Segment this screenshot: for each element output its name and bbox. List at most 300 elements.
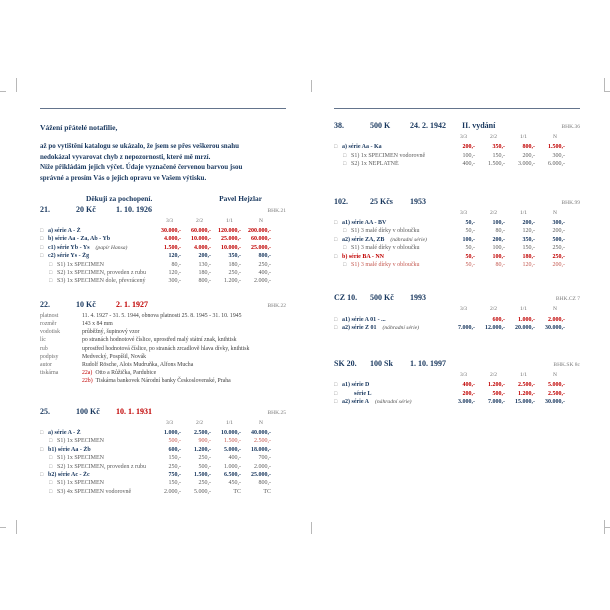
price-cell: 100,-	[462, 152, 475, 159]
intro-signature: Pavel Hejzlar	[219, 194, 262, 204]
price-cell: 100,-	[492, 253, 505, 260]
price-cell: 800,-	[258, 480, 271, 487]
row-label: S2) 1x SPECIMEN, proveden z rubu	[57, 269, 146, 276]
price-cell: 250,-	[552, 253, 565, 260]
table-row	[334, 261, 565, 269]
row-label-wrap	[351, 160, 445, 168]
price-cell: 50,-	[465, 220, 475, 227]
price-cell: 250,-	[552, 245, 565, 252]
detail-value-wrap	[82, 328, 286, 336]
price-cell: 800,-	[522, 144, 535, 151]
row-label-wrap	[351, 244, 445, 252]
row-label: S3) 4x SPECIMEN vodorovně	[57, 488, 132, 495]
price-cell: 400,-	[462, 382, 475, 389]
table-row	[40, 437, 271, 445]
price-cell: 180,-	[198, 269, 211, 276]
section-header	[334, 121, 580, 130]
price-cell: 200,-	[552, 228, 565, 235]
detail-value-wrap	[82, 369, 286, 377]
description-block	[40, 312, 286, 386]
price-table	[334, 133, 565, 169]
row-label: a) série A - Ž	[48, 227, 81, 234]
checkbox-icon: □	[343, 161, 347, 168]
price-cell: 5.000,-	[548, 382, 565, 389]
row-label: a1) série A 01 - ...	[342, 316, 386, 323]
table-row	[334, 219, 565, 227]
detail-variant-number: 22a)	[82, 370, 93, 377]
grade-column-header: N	[259, 419, 263, 426]
table-row	[40, 429, 271, 437]
row-label: S3) 1x SPECIMEN dole, převrácený	[57, 278, 146, 285]
price-cell: 200,-	[462, 144, 475, 151]
price-table	[334, 305, 565, 332]
price-cell: 25.000,-	[251, 244, 271, 251]
detail-value: 11. 4. 1927 - 31. 5. 1944, obnova platnosti 25. 8. 1945 - 31. 10. 1945	[82, 312, 242, 319]
row-label: S1) 1x SPECIMEN vodorovně	[351, 152, 426, 159]
price-cell: 120,-	[168, 269, 181, 276]
price-cell: 25.000,-	[221, 236, 241, 243]
price-cell: 450,-	[228, 480, 241, 487]
section-denomination: 500 Kč	[370, 293, 394, 303]
catalog-section	[40, 300, 286, 386]
price-cell: 10.000,-	[191, 236, 211, 243]
price-cell: 500,-	[552, 236, 565, 243]
row-label: a1) série D	[342, 382, 370, 389]
detail-value: Tiskárna bankovek Národní banky Československé, Praha	[95, 378, 231, 385]
intro-line: Níže přikládám jejich výčet. Údaje vyznačené červenou barvou jsou	[40, 163, 243, 172]
section-header	[334, 293, 580, 302]
price-cell: 50,-	[465, 245, 475, 252]
price-cell: 50,-	[465, 262, 475, 269]
price-cell: 100,-	[462, 236, 475, 243]
row-label-wrap	[57, 269, 151, 277]
price-cell: 1.200,-	[488, 382, 505, 389]
price-cell: 4.000,-	[194, 244, 211, 251]
detail-value: Medvecký, Pospíšil, Novák	[82, 353, 147, 360]
section-denomination: 25 Kčs	[370, 196, 393, 206]
checkbox-icon: □	[40, 472, 44, 479]
price-cell: 120.000,-	[218, 227, 241, 234]
price-cell: 300,-	[168, 278, 181, 285]
price-cell: 12.000,-	[485, 325, 505, 332]
price-cell: 500,-	[492, 390, 505, 397]
row-label: a2) série ZA, ZB	[342, 236, 385, 243]
detail-label: autor	[40, 361, 52, 368]
page-top-rule	[334, 108, 580, 109]
checkbox-icon: □	[343, 245, 347, 252]
price-cell: 1.000,-	[224, 463, 241, 470]
price-cell: 300,-	[552, 220, 565, 227]
price-cell: 5.000,-	[224, 446, 241, 453]
checkbox-icon: □	[49, 463, 53, 470]
column-header-row	[334, 305, 565, 313]
row-label: S1) 3 malé dírky v obloučku	[351, 245, 420, 252]
detail-row	[40, 336, 286, 344]
price-cell: 500,-	[168, 438, 181, 445]
price-cell: 150,-	[492, 152, 505, 159]
row-label-wrap	[351, 261, 445, 269]
price-cell: 50,-	[465, 253, 475, 260]
grade-column-header: 3/3	[165, 217, 173, 224]
detail-value: 143 x 84 mm	[82, 320, 113, 327]
detail-label: tiskárna	[40, 370, 59, 377]
table-row	[40, 454, 271, 462]
row-label: b2) série Ac - Žc	[48, 472, 90, 479]
grade-column-header: N	[553, 134, 557, 140]
row-label: a2) série A	[342, 398, 369, 405]
row-label: S1) 3 malé dírky v obloučku	[351, 228, 420, 235]
section-header	[40, 205, 286, 214]
row-label-wrap	[342, 236, 445, 244]
grade-column-header: 1/1	[519, 134, 527, 140]
row-label-wrap	[48, 446, 151, 454]
table-row	[334, 244, 565, 252]
row-note: (papír Hansa)	[95, 244, 128, 251]
row-label-wrap	[48, 227, 151, 235]
price-cell: 2.500,-	[254, 438, 271, 445]
price-cell: 900,-	[198, 438, 211, 445]
row-label: a2) série Z 01	[342, 325, 377, 332]
row-label: a1) série AA - BV	[342, 220, 387, 227]
price-cell: 200,-	[492, 236, 505, 243]
row-label-wrap	[57, 454, 151, 462]
crop-mark	[604, 527, 610, 528]
row-label: S1) 3 malé dírky v obloučku	[351, 262, 420, 269]
row-label: S1) 1x SPECIMEN	[57, 480, 105, 487]
row-label: a) série A - Ž	[48, 429, 81, 436]
grade-column-header: N	[553, 209, 557, 216]
price-cell: 150,-	[522, 245, 535, 252]
price-cell: 120,-	[168, 253, 181, 260]
catalog-reference: BHK.36	[561, 124, 580, 130]
checkbox-icon: □	[343, 262, 347, 269]
section-number: 38.	[334, 121, 344, 130]
row-label-wrap	[48, 471, 151, 479]
price-cell: 1.500,-	[224, 438, 241, 445]
checkbox-icon: □	[49, 438, 53, 445]
row-label-wrap	[351, 227, 445, 235]
crop-mark	[0, 91, 6, 92]
crop-mark	[311, 522, 312, 534]
crop-mark	[604, 78, 605, 92]
detail-value: Rudolf Rösche, Alois Mudruňka, Alfons Mucha	[82, 361, 194, 368]
section-edition: II. vydání	[462, 121, 496, 130]
price-cell: TC	[263, 488, 271, 495]
table-row	[334, 316, 565, 324]
price-cell: 30.000,-	[545, 325, 565, 332]
price-cell: 100,-	[492, 220, 505, 227]
price-cell: 25.000,-	[251, 472, 271, 479]
row-label: série L	[354, 390, 372, 397]
checkbox-icon: □	[334, 382, 338, 389]
table-row	[40, 235, 271, 243]
catalog-section	[40, 205, 286, 286]
crop-mark	[604, 91, 610, 92]
price-cell: 1.000,-	[164, 429, 181, 436]
section-header	[334, 197, 580, 206]
price-cell: 250,-	[228, 269, 241, 276]
price-cell: 7.000,-	[488, 398, 505, 405]
section-date: 1. 10. 1997	[410, 358, 446, 368]
detail-row	[40, 369, 286, 377]
grade-column-header: 3/3	[459, 371, 467, 378]
table-row	[40, 261, 271, 269]
intro-closing	[40, 193, 286, 204]
price-cell: 1.500,-	[194, 472, 211, 479]
price-cell: 200,-	[522, 152, 535, 159]
column-header-row	[334, 371, 565, 379]
section-denomination: 100 Kč	[76, 406, 100, 416]
table-row	[40, 446, 271, 454]
page-top-rule	[40, 108, 286, 109]
detail-value-wrap	[82, 377, 286, 385]
grade-column-header: 2/2	[489, 306, 497, 313]
table-row	[40, 471, 271, 479]
price-cell: 200,-	[552, 262, 565, 269]
row-label-wrap	[48, 244, 151, 252]
row-label: b1) série Aa - Žb	[48, 446, 91, 453]
detail-row	[40, 353, 286, 361]
section-number: 22.	[40, 299, 50, 309]
row-label: S2) 1x SPECIMEN, proveden z rubu	[57, 463, 146, 470]
table-row	[40, 479, 271, 487]
price-cell: 15.000,-	[515, 398, 535, 405]
price-table	[334, 371, 565, 407]
catalog-reference: BHK.21	[267, 207, 286, 214]
section-number: 21.	[40, 204, 50, 214]
grade-column-header: N	[259, 217, 263, 224]
crop-mark	[311, 80, 312, 92]
checkbox-icon: □	[40, 236, 44, 243]
intro-salutation: Vážení přátelé notafilie,	[40, 123, 118, 132]
table-row	[334, 152, 565, 160]
detail-row	[40, 345, 286, 353]
checkbox-icon: □	[334, 220, 338, 227]
row-label-wrap	[342, 324, 445, 332]
price-cell: 200,-	[522, 220, 535, 227]
detail-value-wrap	[82, 336, 286, 344]
crop-mark	[16, 520, 17, 534]
right-page	[334, 108, 580, 406]
checkbox-icon: □	[49, 269, 53, 276]
price-cell: 1.500,-	[164, 244, 181, 251]
price-cell: 200,-	[198, 253, 211, 260]
table-row	[40, 269, 271, 277]
checkbox-icon: □	[334, 144, 338, 151]
left-page	[40, 108, 286, 496]
section-date: 1. 10. 1926	[116, 204, 152, 214]
table-row	[334, 324, 565, 332]
price-cell: 5.000,-	[194, 488, 211, 495]
row-note: (náhradní série)	[390, 236, 427, 243]
crop-mark	[16, 78, 17, 92]
row-label: S1) 1x SPECIMEN	[57, 438, 105, 445]
detail-value: Otto a Růžička, Pardubice	[95, 370, 157, 377]
price-cell: 150,-	[168, 480, 181, 487]
price-cell: 1.500,-	[488, 161, 505, 168]
row-label-wrap	[57, 261, 151, 269]
price-cell: 2.000,-	[254, 278, 271, 285]
price-cell: 2.000,-	[254, 463, 271, 470]
price-table	[40, 217, 271, 286]
section-denomination: 500 K	[370, 121, 391, 130]
checkbox-icon: □	[343, 152, 347, 159]
price-cell: 3.000,-	[458, 398, 475, 405]
price-cell: 2.500,-	[518, 382, 535, 389]
row-label-wrap	[57, 479, 151, 487]
grade-column-header: 3/3	[165, 419, 173, 426]
price-cell: 400,-	[258, 269, 271, 276]
price-cell: 800,-	[198, 278, 211, 285]
detail-row	[40, 320, 286, 328]
table-row	[40, 488, 271, 496]
price-cell: 10.000,-	[221, 429, 241, 436]
detail-label: rozměr	[40, 320, 57, 327]
left-page-sections	[40, 205, 286, 497]
price-cell: 700,-	[258, 455, 271, 462]
price-cell: 120,-	[522, 262, 535, 269]
section-date: 24. 2. 1942	[410, 121, 446, 130]
catalog-section	[40, 407, 286, 497]
price-cell: 200.000,-	[248, 227, 271, 234]
table-row	[40, 244, 271, 252]
detail-row	[40, 312, 286, 320]
grade-column-header: 2/2	[195, 217, 203, 224]
row-label-wrap	[351, 152, 445, 160]
grade-column-header: 2/2	[195, 419, 203, 426]
price-cell: 1.200,-	[194, 446, 211, 453]
price-cell: 400,-	[462, 161, 475, 168]
checkbox-icon: □	[40, 253, 44, 260]
section-number: 102.	[334, 196, 348, 206]
checkbox-icon: □	[334, 253, 338, 260]
intro-line: až po vytištění katalogu se ukázalo, že jsem se přes veškerou snahu	[40, 142, 239, 151]
price-cell: 4.000,-	[164, 236, 181, 243]
price-cell: 6.000,-	[548, 161, 565, 168]
row-label-wrap	[342, 219, 445, 227]
price-cell: 500,-	[198, 463, 211, 470]
section-denomination: 20 Kč	[76, 204, 96, 214]
detail-label: rub	[40, 345, 48, 352]
grade-column-header: 2/2	[489, 371, 497, 378]
grade-column-header: 2/2	[489, 134, 497, 140]
row-label: c2) série Ys - Žg	[48, 253, 90, 260]
price-cell: 10.000,-	[221, 244, 241, 251]
table-row	[40, 277, 271, 285]
row-label: S1) 1x SPECIMEN	[57, 455, 105, 462]
column-header-row	[334, 209, 565, 217]
detail-value-wrap	[82, 345, 286, 353]
price-cell: 130,-	[198, 261, 211, 268]
price-cell: 100,-	[492, 245, 505, 252]
price-cell: 300,-	[552, 152, 565, 159]
section-header	[40, 407, 286, 416]
price-cell: 180,-	[522, 253, 535, 260]
crop-mark	[0, 527, 6, 528]
row-note: (náhradní série)	[382, 325, 420, 332]
row-note: (náhradní série)	[375, 398, 412, 405]
detail-value-wrap	[82, 320, 286, 328]
checkbox-icon: □	[49, 488, 53, 495]
table-row	[334, 227, 565, 235]
row-label-wrap	[57, 463, 151, 471]
price-cell: 400,-	[228, 455, 241, 462]
price-cell: 350,-	[228, 253, 241, 260]
row-label-wrap	[57, 277, 151, 285]
detail-value-wrap	[82, 312, 286, 320]
checkbox-icon: □	[40, 446, 44, 453]
detail-value-wrap	[82, 353, 286, 361]
row-label: b) série Aa - Za, Ab - Yb	[48, 236, 111, 243]
price-cell: 2.000,-	[548, 316, 565, 323]
checkbox-icon: □	[334, 390, 338, 397]
section-denomination: 10 Kč	[76, 299, 96, 309]
price-cell: 2.500,-	[548, 390, 565, 397]
detail-row	[40, 361, 286, 369]
price-cell: 80,-	[495, 228, 505, 235]
price-cell: 7.000,-	[458, 325, 475, 332]
section-date: 1993	[410, 293, 426, 303]
grade-column-header: 1/1	[225, 419, 233, 426]
row-label-wrap	[48, 252, 151, 260]
checkbox-icon: □	[334, 236, 338, 243]
intro-thanks: Děkuji za pochopení.	[86, 194, 153, 204]
price-cell: 30.000,-	[161, 227, 181, 234]
checkbox-icon: □	[49, 278, 53, 285]
checkbox-icon: □	[49, 261, 53, 268]
price-cell: 18.000,-	[251, 446, 271, 453]
intro-line: správné a prosím Vás o jejich opravu ve Vašem výtisku.	[40, 173, 207, 182]
price-cell: 600,-	[492, 316, 505, 323]
row-label-wrap	[57, 488, 151, 496]
price-cell: 1.200,-	[224, 278, 241, 285]
grade-column-header: N	[553, 371, 557, 378]
row-label-wrap	[342, 253, 445, 261]
price-cell: 2.000,-	[164, 488, 181, 495]
catalog-reference: BHK.SK 8c	[553, 361, 580, 368]
column-header-row	[334, 133, 565, 141]
price-cell: 150,-	[168, 455, 181, 462]
price-cell: 350,-	[492, 144, 505, 151]
checkbox-icon: □	[334, 325, 338, 332]
detail-label: podpisy	[40, 353, 59, 360]
row-label: S2) 1x NEPLATNÉ	[351, 161, 399, 168]
checkbox-icon: □	[334, 316, 338, 323]
price-cell: 1.200,-	[518, 390, 535, 397]
table-row	[40, 252, 271, 260]
checkbox-icon: □	[343, 228, 347, 235]
table-row	[334, 390, 565, 398]
detail-row	[40, 328, 286, 336]
section-denomination: 100 Sk	[370, 358, 393, 368]
price-cell: 250,-	[198, 455, 211, 462]
price-table	[334, 209, 565, 270]
price-cell: 80,-	[495, 262, 505, 269]
price-cell: 2.500,-	[194, 429, 211, 436]
checkbox-icon: □	[49, 455, 53, 462]
detail-value: průběžný, šupinový vzor	[82, 329, 140, 336]
row-label-wrap	[342, 316, 445, 324]
section-header	[40, 300, 286, 309]
catalog-section	[334, 293, 580, 332]
table-row	[40, 227, 271, 235]
section-number: SK 20.	[334, 358, 357, 368]
row-label-wrap	[342, 398, 445, 406]
price-cell: 180,-	[228, 261, 241, 268]
detail-label: líc	[40, 337, 46, 344]
grade-column-header: 2/2	[489, 209, 497, 216]
table-row	[334, 160, 565, 168]
